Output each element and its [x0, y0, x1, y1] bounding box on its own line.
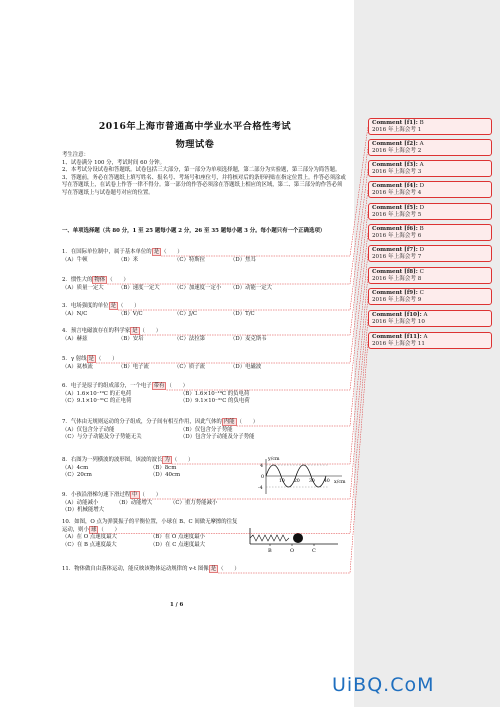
answer-blank: （ ）: [107, 277, 129, 283]
comment-leader-line: [161, 127, 368, 257]
wave-x-tick: 30: [309, 479, 315, 484]
wave-x-tick: 40: [324, 479, 330, 484]
comment-leader-line: [107, 148, 368, 285]
wave-y-tick: 4: [260, 464, 264, 469]
answer-option: （D）动能一定大: [230, 284, 273, 291]
answer-option: （B）V/C: [118, 310, 143, 317]
comment-leader-line: [118, 169, 368, 311]
comment-title: Comment [f9]:: [372, 290, 418, 296]
answer-option: （C）在 B 点速度最大: [62, 541, 117, 548]
comment-anchor-highlight[interactable]: 是: [153, 249, 160, 255]
answer-option: （A）1.6×10⁻¹⁹C 的正电荷: [62, 390, 132, 397]
comment-anchor-highlight[interactable]: 球: [90, 526, 97, 533]
comment-anchor-highlight[interactable]: 是: [132, 328, 138, 334]
comment-answer: A: [419, 162, 424, 168]
comment-leader-line: [218, 341, 368, 574]
answer-option: （D）焦耳: [230, 256, 256, 263]
comment-box[interactable]: [368, 288, 492, 305]
answer-option: （D）在 C 点速度最大: [150, 541, 205, 548]
comment-title: Comment [f7]:: [372, 247, 418, 253]
answer-option: （B）在 O 点速度最小: [150, 534, 205, 541]
comment-note: 2016 年上海会考 2: [372, 148, 422, 155]
question-text: 4．预言电磁波存在的科学家: [62, 328, 131, 334]
answer-option: （C）重力势能减小: [170, 499, 218, 506]
answer-option: （D）9.1×10⁻³¹C 的负电荷: [180, 398, 250, 405]
comment-leader-line: [140, 190, 368, 336]
page-title: 2016年上海市普通高中学业水平合格性考试: [98, 121, 292, 132]
answer-option: （B）1.6×10⁻¹⁹C 的负电荷: [180, 390, 250, 397]
comment-note: 2016 年上海会考 7: [372, 254, 422, 261]
answer-option: （B）速度一定大: [118, 284, 160, 291]
notes-heading: 考生注意：: [62, 152, 89, 158]
comment-answer: A: [423, 312, 428, 318]
answer-option: （B）安培: [118, 335, 144, 342]
comment-answer: A: [423, 334, 428, 340]
comment-answer: B: [419, 120, 424, 126]
wave-x-label: x/cm: [334, 480, 346, 485]
comment-anchor-highlight[interactable]: 是: [88, 356, 94, 362]
question-text: 2．惯性大的: [62, 277, 93, 283]
comment-title: Comment [f3]:: [372, 162, 418, 168]
comment-note: 2016 年上海会考 3: [372, 169, 422, 176]
answer-blank: （ ）: [166, 383, 189, 389]
answer-option: （A）质量一定大: [62, 284, 104, 291]
question-text: 1．在国际单位制中，属于基本单位的: [62, 249, 152, 255]
answer-option: （C）20cm: [62, 472, 92, 479]
comment-note: 2016 年上海会考 11: [372, 341, 425, 348]
answer-option: （D）40cm: [150, 472, 181, 479]
comment-note: 2016 年上海会考 6: [372, 233, 422, 240]
answer-option: （B）仅包含分子势能: [180, 426, 233, 433]
comment-box[interactable]: [368, 332, 492, 349]
notes-item-2: 2、本考试分设试卷和答题纸。试卷包括三大部分，第一部分为单项选择题，第二部分为实验题，第三部分为简答题。: [62, 167, 341, 174]
comment-answer: C: [419, 290, 424, 296]
comment-anchor-highlight[interactable]: 带有: [153, 383, 165, 389]
answer-blank: （ ）: [139, 328, 162, 334]
comment-answer: A: [419, 141, 424, 147]
answer-option: （D）麦克斯韦: [230, 335, 267, 342]
comment-anchor-highlight[interactable]: 为: [164, 457, 170, 463]
comment-title: Comment [f5]:: [372, 205, 418, 211]
answer-option: （C）与分子动能及分子势能无关: [62, 434, 142, 441]
answer-option: （A）赫兹: [62, 335, 88, 342]
answer-option: （B）米: [118, 256, 139, 263]
comment-title: Comment [f4]:: [372, 183, 418, 189]
comment-leader-line: [172, 276, 368, 465]
question-text: 3．电场强度的单位: [62, 303, 109, 309]
comment-title: Comment [f11]:: [372, 334, 422, 340]
comment-title: Comment [f1]:: [372, 120, 418, 126]
comment-answer: D: [419, 205, 425, 211]
comment-box[interactable]: [368, 310, 492, 327]
spring-label-o: O: [290, 548, 295, 552]
comment-leader-line: [140, 297, 368, 500]
comment-answer: B: [419, 226, 424, 232]
answer-blank: （ ）: [218, 566, 240, 572]
comment-leader-line: [96, 212, 368, 364]
answer-option: （C）J/C: [174, 310, 198, 317]
section-heading: 一、单项选择题（共 80 分，1 至 25 题每小题 2 分，26 至 35 题每小题 3 分。每小题只有一个正确选项）: [62, 228, 326, 234]
question-text: 11．物体做自由落体运动，能反映该物体运动规律的 v-t 图像: [62, 566, 209, 572]
comment-note: 2016 年上海会考 8: [372, 276, 422, 283]
comment-note: 2016 年上海会考 10: [372, 319, 425, 326]
comment-answer: C: [419, 269, 424, 275]
answer-option: （A）N/C: [62, 310, 88, 317]
comment-box[interactable]: [368, 181, 492, 198]
wave-y-tick: 0: [261, 475, 265, 480]
answer-option: （A）动能减小: [62, 499, 99, 506]
page-subtitle: 物理试卷: [175, 139, 215, 150]
answer-option: （C）特斯拉: [174, 256, 206, 263]
answer-option: （B）8cm: [150, 464, 177, 471]
comment-leader-line: [237, 254, 368, 427]
answer-option: （A）牛顿: [62, 256, 88, 263]
question-text: 10．如图，O 点为弹簧振子的平衡位置，小球在 B、C 间做无摩擦的往复运动，则小: [62, 519, 238, 533]
answer-blank: （ ）: [139, 492, 162, 498]
question-text: 9．小孩沿滑梯匀速下滑过程: [62, 492, 131, 498]
wave-x-tick: 10: [279, 479, 285, 484]
watermark-logo: UiBQ.CoM: [332, 674, 435, 696]
comment-anchor-highlight[interactable]: 中: [132, 492, 138, 498]
comment-box[interactable]: [368, 245, 492, 262]
comment-anchor-highlight[interactable]: 是: [210, 566, 217, 572]
spring-label-b: B: [268, 548, 272, 552]
comment-box[interactable]: [368, 160, 492, 177]
comment-title: Comment [f10]:: [372, 312, 422, 318]
notes-item-3: 3、答题前，务必在答题纸上填写姓名、报名号、考场号和座位号，并将核对后的条形码贴在指定位置上。作答必须涂或写在答题纸上，在试卷上作答一律不得分。第一部分的作答必须涂在答题纸上相应的区域，第二、第三部分的作答必须写在答题纸上与试卷题号对应的位置。: [62, 174, 346, 196]
answer-option: （A）氦核流: [62, 363, 93, 370]
answer-option: （B）动能增大: [116, 499, 153, 506]
answer-option: （D）包含分子动能及分子势能: [180, 434, 255, 441]
comment-box[interactable]: [368, 203, 492, 220]
question-text: 5．γ 射线: [62, 356, 87, 362]
comment-answer: D: [419, 247, 425, 253]
comment-anchor-highlight[interactable]: 物体: [94, 277, 106, 283]
answer-blank: （ ）: [95, 356, 118, 362]
comment-title: Comment [f2]:: [372, 141, 418, 147]
comment-box[interactable]: [368, 118, 492, 135]
answer-option: （C）9.1×10⁻³¹C 的正电荷: [62, 398, 132, 405]
comment-answer: D: [419, 183, 425, 189]
answer-blank: （ ）: [98, 526, 120, 533]
answer-blank: （ ）: [171, 457, 194, 463]
comment-note: 2016 年上海会考 4: [372, 190, 422, 197]
answer-option: （A）仅包含分子动能: [62, 426, 115, 433]
page-number: 1 / 6: [170, 602, 184, 608]
answer-option: （D）电磁波: [230, 363, 262, 370]
question-text: 6．电子是原子的组成部分，一个电子: [62, 383, 152, 389]
question-text: 7．气体由无规则运动的分子组成，分子间有相互作用，因此气体的: [62, 419, 222, 425]
answer-blank: （ ）: [236, 419, 259, 425]
comment-anchor-highlight[interactable]: 是: [110, 303, 116, 309]
answer-option: （D）机械能增大: [62, 507, 105, 514]
answer-option: （C）质子流: [174, 363, 206, 370]
notes-item-1: 1、试卷满分 100 分，考试时间 60 分钟。: [62, 159, 165, 166]
answer-blank: （ ）: [117, 303, 140, 309]
answer-option: （A）在 O 点速度最大: [62, 534, 117, 541]
answer-option: （A）4cm: [62, 464, 89, 471]
answer-option: （C）加速度一定小: [174, 284, 222, 291]
answer-option: （B）电子流: [118, 363, 149, 370]
comment-anchor-highlight[interactable]: 内能: [223, 419, 235, 425]
comment-title: Comment [f6]:: [372, 226, 418, 232]
wave-y-tick: -4: [258, 486, 263, 491]
comment-box[interactable]: [368, 139, 492, 156]
answer-option: （D）T/C: [230, 310, 255, 317]
wave-y-label: y/cm: [268, 457, 280, 462]
comment-box[interactable]: [368, 224, 492, 241]
answer-blank: （ ）: [161, 249, 183, 255]
spring-label-c: C: [312, 548, 316, 552]
comment-note: 2016 年上海会考 1: [372, 127, 422, 134]
answer-option: （C）法拉第: [174, 335, 206, 342]
comment-note: 2016 年上海会考 9: [372, 297, 422, 304]
comment-note: 2016 年上海会考 5: [372, 212, 422, 219]
wave-x-tick: 20: [294, 479, 300, 484]
question-text: 8．右图为一列横波的波形图，该波的波长: [62, 457, 163, 463]
comment-box[interactable]: [368, 267, 492, 284]
comment-title: Comment [f8]:: [372, 269, 418, 275]
